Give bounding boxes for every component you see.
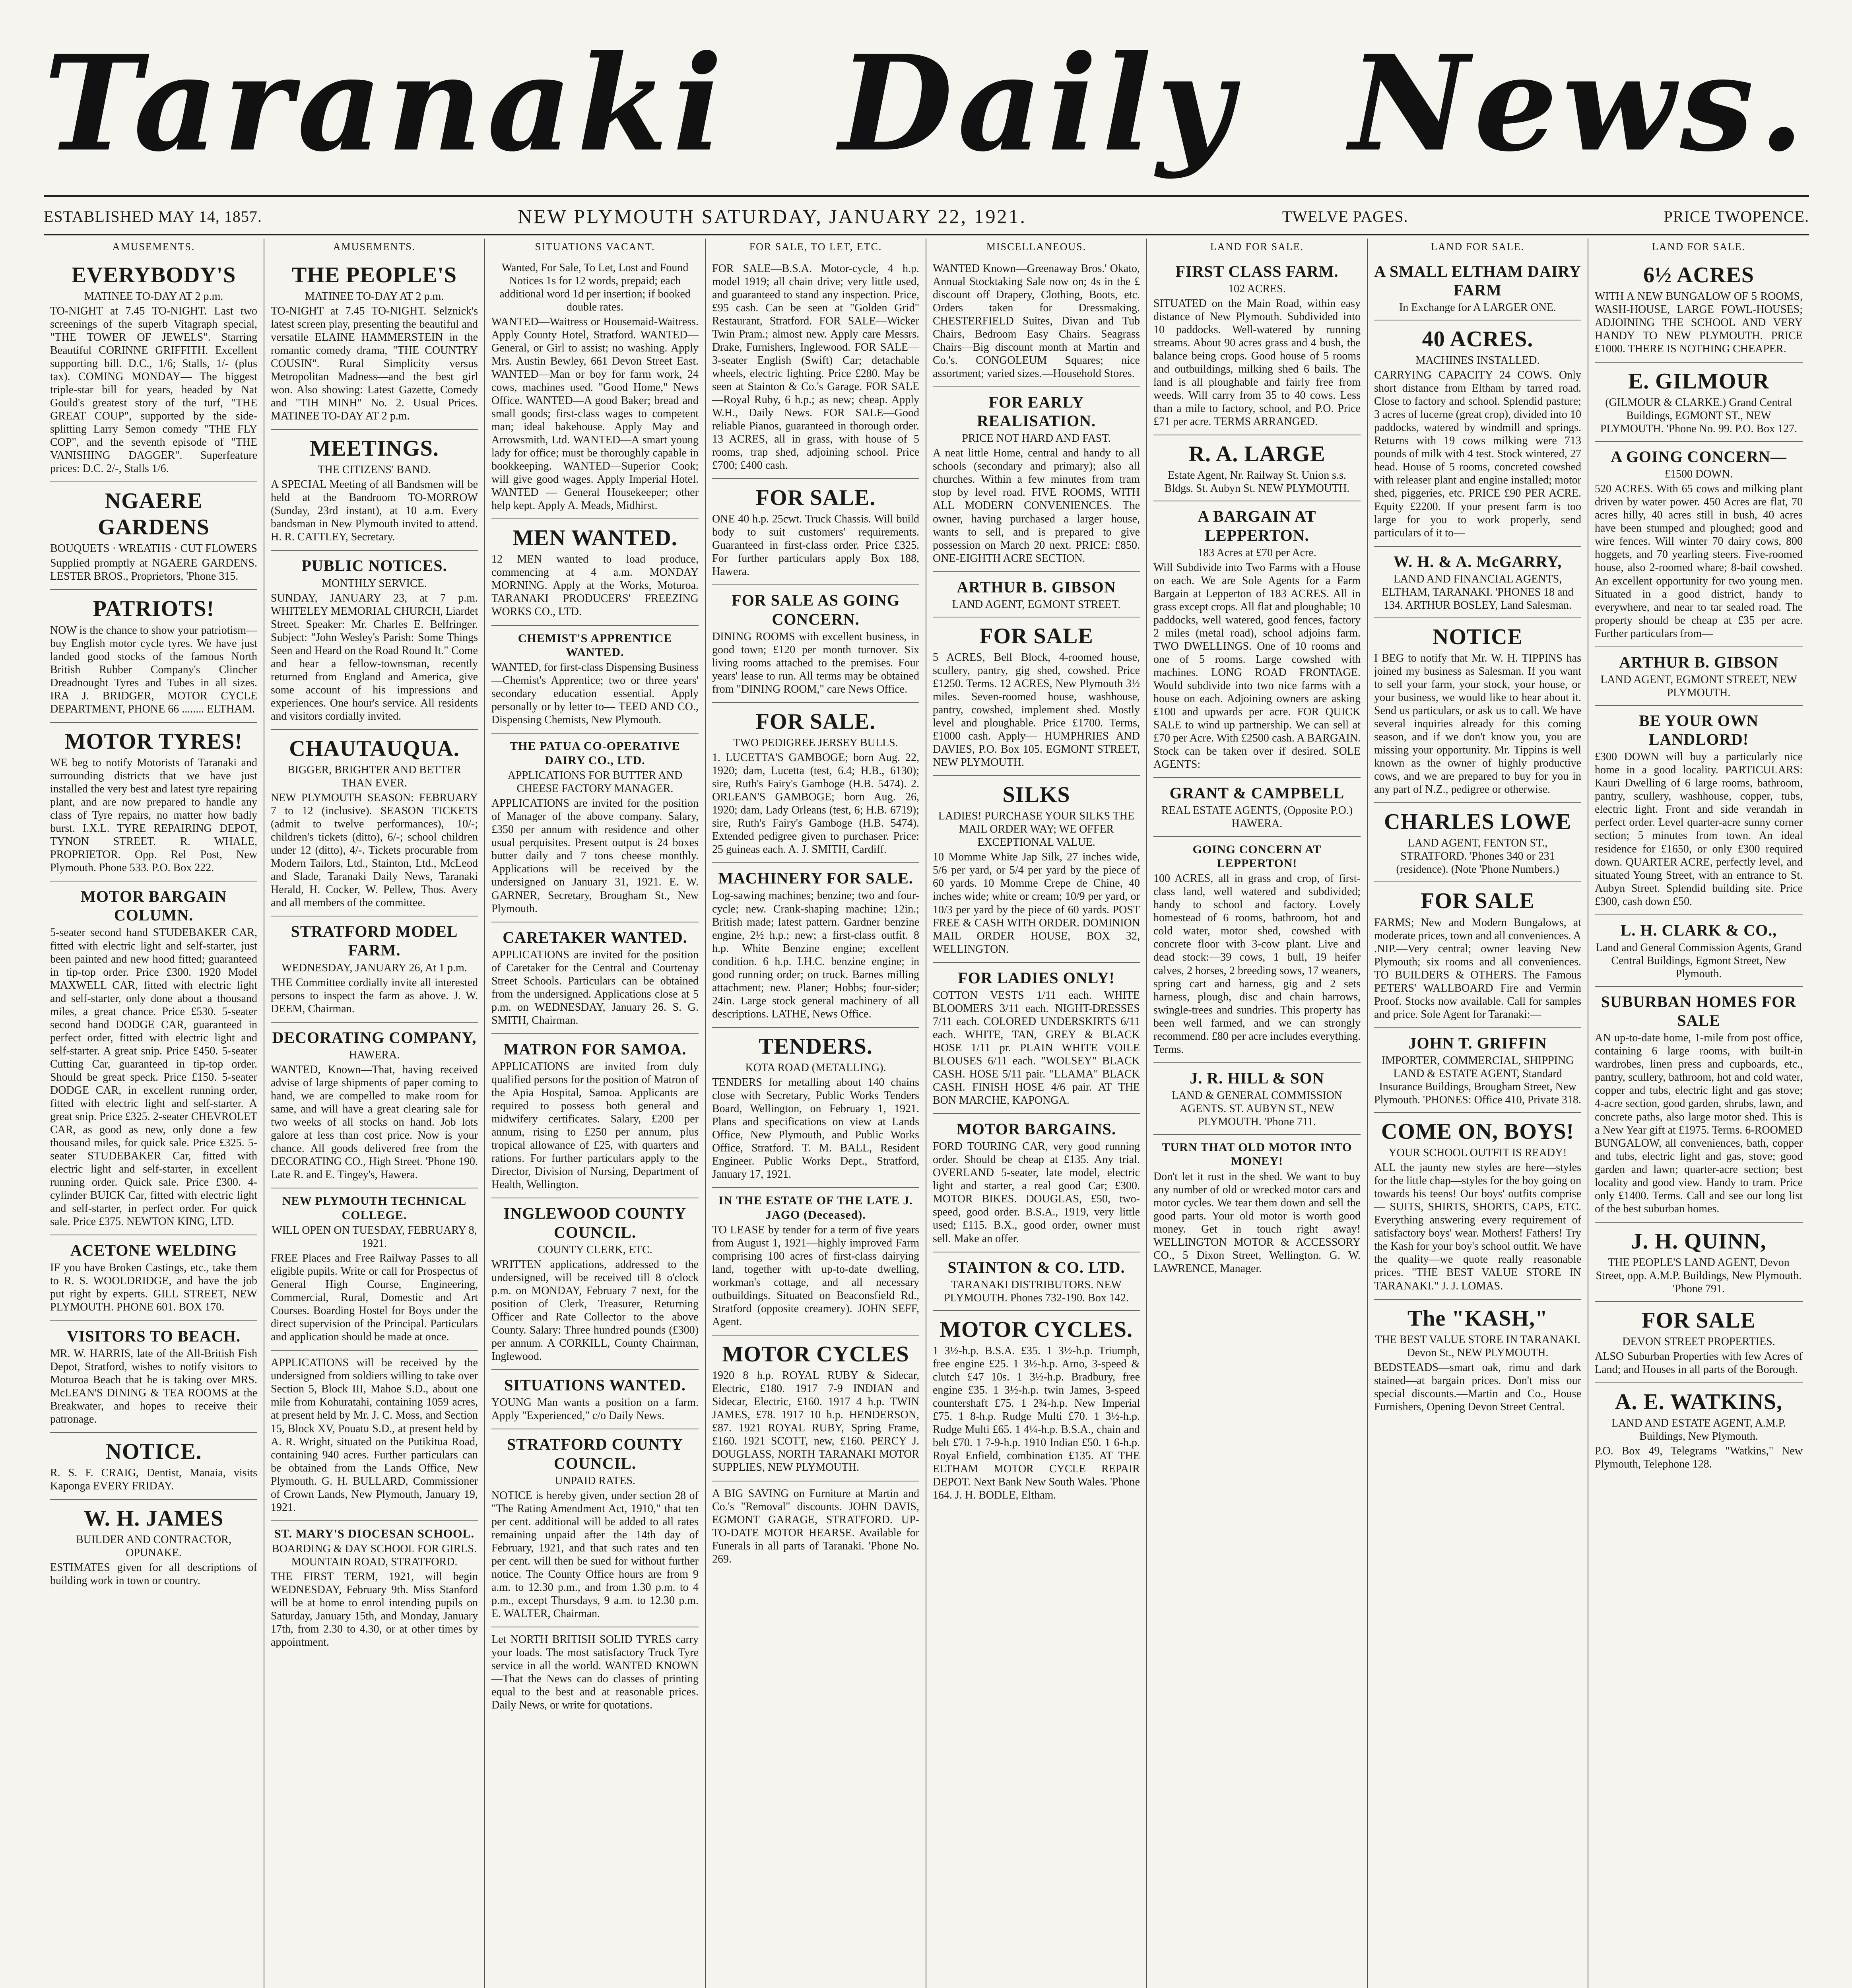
ad-subtitle: PRICE NOT HARD AND FAST. bbox=[962, 432, 1111, 445]
ad-title: GOING CONCERN AT LEPPERTON! bbox=[1192, 843, 1322, 870]
ad-subtitle: LAND & GENERAL COMMISSION AGENTS. ST. AUBYN ST., NEW PLYMOUTH. 'Phone 711. bbox=[1171, 1089, 1343, 1128]
ad-title: MATRON FOR SAMOA. bbox=[503, 1040, 687, 1058]
advertisement bbox=[712, 1028, 919, 1188]
advertisement bbox=[1595, 915, 1803, 987]
advertisement bbox=[933, 776, 1140, 963]
ad-body: FOR SALE—B.S.A. Motor-cycle, 4 h.p. model 1919; all chain drive; very little used, and guaranteed to stand any inspection. Price, £95 cash. Can be seen at "Golden Grid" Restaurant, Stratford. FOR SALE—Wicker Twin Pram.; almost new. Apply care Messrs. Drake, Furnishers, Inglewood. FOR SALE—3-seater English (Swift) Car; detachable wheels, electric lighting. Price £280. May be seen at Stainton & Co.'s Garage. FOR SALE—Royal Ruby, 6 h.p.; as new; cheap. Apply W.H., Daily News. FOR SALE—Good reliable Pianos, guaranteed in thorough order. 13 ACRES, all in grass, with house of 5 rooms, trap shed, adjoining school. Price £700; £400 cash. bbox=[712, 262, 919, 472]
ad-title: INGLEWOOD COUNTY COUNCIL. bbox=[503, 1204, 687, 1241]
column-8 bbox=[1588, 239, 1809, 1988]
ad-subtitle: Land and General Commission Agents, Grand Central Buildings, Egmont Street, New Plymouth. bbox=[1596, 941, 1802, 980]
ad-title: 40 ACRES. bbox=[1422, 327, 1534, 352]
ad-body: A neat little Home, central and handy to all schools (secondary and primary); also all churches. Within a few minutes from tram stop by level road. FIVE ROOMS, WITH ALL MODERN CONVENIENCES. The owner, having purchased a larger house, wants to sell, and is prepared to give possession on March 20 next. PRICE: £850. ONE-EIGHTH ACRE SECTION. bbox=[933, 447, 1140, 565]
ad-title: ARTHUR B. GIBSON bbox=[957, 578, 1116, 596]
ad-title: THE PEOPLE'S bbox=[292, 262, 457, 287]
ad-title: MOTOR BARGAIN COLUMN. bbox=[81, 887, 227, 924]
ad-title: FOR SALE. bbox=[755, 709, 876, 734]
advertisement bbox=[1153, 837, 1361, 1063]
advertisement bbox=[1595, 363, 1803, 442]
advertisement bbox=[491, 1627, 699, 1718]
advertisement bbox=[491, 1198, 699, 1370]
ad-body: WITH A NEW BUNGALOW OF 5 ROOMS, WASH-HOUSE, LARGE FOWL-HOUSES; ADJOINING THE SCHOOL AND VERY HANDY TO NEW PLYMOUTH. PRICE £1000. THERE IS NOTHING CHEAPER. bbox=[1595, 290, 1803, 355]
column-2 bbox=[264, 239, 485, 1988]
ad-title: EVERYBODY'S bbox=[71, 262, 236, 287]
advertisement bbox=[1595, 1383, 1803, 1477]
ad-title: MACHINERY FOR SALE. bbox=[718, 869, 913, 887]
advertisement bbox=[1595, 1302, 1803, 1383]
newspaper-page bbox=[44, 24, 1809, 1988]
ad-subtitle: LAND AGENT, EGMONT STREET, NEW PLYMOUTH. bbox=[1600, 673, 1797, 699]
column-heading: SITUATIONS VACANT. bbox=[535, 241, 655, 252]
advertisement bbox=[1595, 647, 1803, 706]
column-heading: FOR SALE, TO LET, ETC. bbox=[749, 241, 882, 252]
ad-body: Will Subdivide into Two Farms with a House on each. We are Sole Agents for a Farm Bargain at Lepperton of 183 ACRES. All in grass except crops. All flat and ploughable; 10 paddocks, well watered, good fences, factory 2 miles (metal road), school adjoins farm. TWO DWELLINGS. One of 10 rooms and one of 5 rooms. Large cowshed with machines. LONG ROAD FRONTAGE. Would subdivide into two nice farms with a house on each. Adjoining owners are asking £100 and upwards per acre. FOR QUICK SALE to wind up partnership. We can sell at £70 per Acre. With £2500 cash. A BARGAIN. Stock can be taken over if desired. SOLE AGENTS: bbox=[1153, 561, 1361, 771]
advertisement bbox=[1374, 547, 1581, 618]
ad-title: W. H. & A. McGARRY, bbox=[1393, 552, 1562, 571]
ad-body: BEDSTEADS—smart oak, rimu and dark stained—at bargain prices. Don't miss our special discounts.—Martin and Co., House Furnishers, Opening Devon Street Central. bbox=[1374, 1361, 1581, 1413]
column-5 bbox=[926, 239, 1147, 1988]
advertisement bbox=[271, 551, 478, 730]
ad-subtitle: UNPAID RATES. bbox=[555, 1474, 635, 1487]
ad-title: A GOING CONCERN— bbox=[1611, 448, 1787, 466]
ad-body: ONE 40 h.p. 25cwt. Truck Chassis. Will build body to suit customers' requirements. Guaranteed in first-class order. Price £325. For further particulars apply Box 188, Hawera. bbox=[712, 513, 919, 578]
ad-title: NGAERE GARDENS bbox=[98, 489, 210, 540]
ad-title: FOR SALE bbox=[1642, 1308, 1756, 1333]
ad-title: PUBLIC NOTICES. bbox=[301, 557, 447, 575]
ad-body: A BIG SAVING on Furniture at Martin and Co.'s "Removal" discounts. JOHN DAVIS, EGMONT GARAGE, STRATFORD. UP-TO-DATE MOTOR HEARSE. Available for Funerals in all parts of Taranaki. 'Phone No. 269. bbox=[712, 1487, 919, 1565]
ad-subtitle: COUNTY CLERK, ETC. bbox=[538, 1243, 652, 1256]
ad-body: NOTICE is hereby given, under section 28 of "The Rating Amendment Act, 1910," that ten per cent. additional will be added to all rates remaining unpaid after the 14th day of February, 1921, and that such rates and ten per cent. will then be sued for without further notice. The County Office hours are from 9 a.m. to 12.30 p.m., and from 1.30 p.m. to 4 p.m., except Thursdays, 9 a.m. to 12.30 p.m. E. WALTER, Chairman. bbox=[491, 1489, 699, 1620]
advertisement bbox=[271, 1521, 478, 1656]
ad-title: PATRIOTS! bbox=[93, 596, 215, 621]
advertisement bbox=[933, 1114, 1140, 1252]
advertisement bbox=[491, 922, 699, 1034]
ad-body: AN up-to-date home, 1-mile from post office, containing 6 large rooms, with built-in wardrobes, linen press and cupboards, etc., pantry, scullery, bathroom, hot and cold water, copper and tubs, electric light and gas stove; 4-acre section, good garden, shrubs, lawn, and concrete paths, also large motor shed. This is a New Year gift at £1975. Terms. 6-ROOMED BUNGALOW, all conveniences, bath, copper and tubs, electric light and gas, stove; good garden and lawn; quarter-acre section; best locality and good view. Handy to tram. Price only £1400. Terms. Call and see our long list of the best suburban homes. bbox=[1595, 1032, 1803, 1215]
advertisement bbox=[271, 730, 478, 916]
advertisement bbox=[50, 1433, 257, 1500]
ad-body: 12 MEN wanted to load produce, commencing at 4 a.m. MONDAY MORNING. Apply at the Works, Moturoa. TARANAKI PRODUCERS' FREEZING WORKS CO., LTD. bbox=[491, 553, 699, 618]
ad-title: FOR SALE AS GOING CONCERN. bbox=[732, 591, 900, 628]
ad-subtitle: In Exchange for A LARGER ONE. bbox=[1399, 301, 1557, 314]
ad-body: ESTIMATES given for all descriptions of building work in town or country. bbox=[50, 1561, 257, 1587]
advertisement bbox=[271, 256, 478, 430]
ad-body: FARMS; New and Modern Bungalows, at moderate prices, town and all conveniences. A .NIP.—Very central; owner leaving New Plymouth; six rooms and all conveniences. TO BUILDERS & OTHERS. The Famous PETERS' WALLBOARD Fire and Vermin Proof. Stocks now available. Call for samples and price. Sole Agent for Taranaki:— bbox=[1374, 916, 1581, 1021]
advertisement bbox=[271, 1351, 478, 1521]
ad-title: CHEMIST'S APPRENTICE WANTED. bbox=[518, 631, 672, 659]
advertisement bbox=[933, 1252, 1140, 1311]
advertisement bbox=[933, 572, 1140, 617]
advertisement bbox=[712, 863, 919, 1028]
advertisement bbox=[50, 1235, 257, 1321]
ad-body: TO-NIGHT at 7.45 TO-NIGHT. Last two screenings of the superb Vitagraph special, "THE TOWER OF JEWELS". Starring Beautiful CORINNE GRIFFITH. Excellent supporting bill. D.C., 1/6; Stalls, 1/- (plus tax). COMING MONDAY— The biggest triple-star bill for years, headed by Nat Gould's greatest story of the turf, "THE GREAT COUP", supported by the side-splitting Larry Semon comedy "THE FLY COP", and the seventh episode of "THE VANISHING DAGGER". Superfeature prices: D.C. 2/-, Stalls 1/6. bbox=[50, 305, 257, 475]
advertisement bbox=[1153, 1063, 1361, 1135]
ad-body: IF you have Broken Castings, etc., take them to R. S. WOOLDRIDGE, and have the job put right by experts. GILL STREET, NEW PLYMOUTH. PHONE 601. BOX 170. bbox=[50, 1262, 257, 1314]
ad-title: J. R. HILL & SON bbox=[1190, 1069, 1324, 1087]
ad-title: ARTHUR B. GIBSON bbox=[1619, 653, 1778, 671]
advertisement bbox=[1153, 435, 1361, 501]
cover-price: PRICE TWOPENCE. bbox=[1664, 207, 1809, 225]
ad-title: ACETONE WELDING bbox=[70, 1241, 237, 1260]
advertisement bbox=[50, 482, 257, 590]
ad-title: MOTOR CYCLES bbox=[722, 1342, 909, 1367]
column-heading: LAND FOR SALE. bbox=[1210, 241, 1304, 252]
column-7 bbox=[1368, 239, 1588, 1988]
ad-title: IN THE ESTATE OF THE LATE J. JAGO (Deceased). bbox=[718, 1194, 913, 1221]
info-bar-rule bbox=[44, 234, 1809, 235]
ad-title: NEW PLYMOUTH TECHNICAL COLLEGE. bbox=[282, 1194, 467, 1222]
ad-title: FIRST CLASS FARM. bbox=[1175, 262, 1339, 280]
ad-title: STAINTON & CO. LTD. bbox=[947, 1258, 1125, 1276]
ad-title: MOTOR TYRES! bbox=[64, 729, 243, 754]
advertisement bbox=[491, 1034, 699, 1199]
ad-title: CHARLES LOWE bbox=[1384, 810, 1571, 835]
ad-title: ST. MARY'S DIOCESAN SCHOOL. bbox=[274, 1527, 474, 1540]
ad-subtitle: 102 ACRES. bbox=[1228, 282, 1286, 295]
masthead-word-2: Daily bbox=[839, 26, 1238, 181]
ad-body: MR. W. HARRIS, late of the All-British Fish Depot, Stratford, wishes to notify visitors to Moturoa Beach that he is taking over MRS. McLEAN'S DINING & TEA ROOMS at the Breakwater, and hopes to receive their patronage. bbox=[50, 1347, 257, 1425]
advertisement bbox=[712, 703, 919, 863]
ad-body: WANTED, for first-class Dispensing Business—Chemist's Apprentice; two or three years' secondary education essential. Apply personally or by letter to— TEED AND CO., Dispensing Chemists, New Plymouth. bbox=[491, 661, 699, 726]
ad-subtitle: LAND AND FINANCIAL AGENTS, ELTHAM, TARANAKI. 'PHONES 18 and 134. ARTHUR BOSLEY, Land Salesman. bbox=[1382, 573, 1574, 612]
ad-title: A. E. WATKINS, bbox=[1615, 1390, 1783, 1415]
ad-title: SILKS bbox=[1002, 782, 1070, 808]
advertisement bbox=[271, 1188, 478, 1351]
advertisement bbox=[491, 1370, 699, 1429]
ad-body: CARRYING CAPACITY 24 COWS. Only short distance from Eltham by tarred road. Close to factory and school. Splendid pasture; 3 acres of lucerne (great crop), divided into 10 paddocks, watered by windmill and springs. Returns with 19 cows milking were 713 pounds of milk with 4 test. Stock wintered, 27 head. House of 5 rooms, concreted cowshed with releaser plant and engine installed; motor shed, piggeries, etc. PRICE £90 PER ACRE. Equity £2200. If your present farm is too large for you to work properly, send particulars of it to— bbox=[1374, 369, 1581, 539]
ad-title: MEN WANTED. bbox=[513, 526, 678, 551]
advertisement bbox=[1595, 1223, 1803, 1302]
ad-title: FOR LADIES ONLY! bbox=[958, 969, 1115, 987]
advertisement bbox=[1374, 1028, 1581, 1113]
established-line: ESTABLISHED MAY 14, 1857. bbox=[44, 207, 262, 225]
ad-body: £300 DOWN will buy a particularly nice home in a good locality. PARTICULARS: Kauri Dwelling of 6 large rooms, bathroom, pantry, scullery, washhouse, copper, tubs, electric light. Front and side verandah in perfect order. Level quarter-acre sunny corner section; 5 minutes from town. An ideal residence for £1650, or only £300 required down. QUARTER ACRE, perfectly level, and situated Young Street, with an entrance to St. Aubyn Street. Splendid building site. Price £300, cash down £50. bbox=[1595, 751, 1803, 908]
ad-title: NOTICE. bbox=[105, 1439, 202, 1464]
ad-title: STRATFORD MODEL FARM. bbox=[291, 922, 458, 959]
ad-title: A SMALL ELTHAM DAIRY FARM bbox=[1374, 262, 1581, 299]
ad-body: WANTED—Waitress or Housemaid-Waitress. Apply County Hotel, Stratford. WANTED—General, or Girl to assist; no washing. Apply Mrs. Austin Bewley, 661 Devon Street East. WANTED—Man or boy for farm work, 24 cows, machines used. "Good Home," News Office. WANTED—A good Baker; bread and small goods; first-class wages to competent man; ideal bakehouse. Apply May and Arrowsmith, Ltd. WANTED—A smart young lady for office; must be thoroughly capable in bookkeeping. WANTED—Superior Cook; will give good wages. Apply Imperial Hotel. WANTED — General Housekeeper; other help kept. Apply A. Meads, Midhirst. bbox=[491, 315, 699, 512]
advertisement bbox=[1153, 1135, 1361, 1281]
advertisement bbox=[50, 256, 257, 483]
advertisement bbox=[1374, 618, 1581, 803]
ad-title: MEETINGS. bbox=[310, 436, 439, 461]
ad-subtitle: BOUQUETS · WREATHS · CUT FLOWERS bbox=[50, 542, 257, 555]
column-heading: AMUSEMENTS. bbox=[333, 241, 416, 252]
ad-body: 100 ACRES, all in grass and crop, of first-class land, well watered and subdivided; handy to school and factory. Lovely homestead of 6 rooms, bathroom, hot and cold water, motor shed, cowshed with concrete floor with 3-cow plant. Live and dead stock:—39 cows, 1 bull, 19 heifer calves, 2 horses, 2 breeding sows, 17 weaners, spring cart and harness, gig and 2 sets harness, plough, disc and chain harrows, swingle-trees and sundries. This property has been well farmed, and we can strongly recommend. £80 per acre includes everything. Terms. bbox=[1153, 872, 1361, 1056]
ad-subtitle: WILL OPEN ON TUESDAY, FEBRUARY 8, 1921. bbox=[272, 1224, 477, 1250]
ad-title: TURN THAT OLD MOTOR INTO MONEY! bbox=[1162, 1141, 1352, 1168]
ad-subtitle: REAL ESTATE AGENTS, (Opposite P.O.) HAWERA. bbox=[1161, 804, 1353, 830]
advertisement bbox=[491, 626, 699, 734]
advertisement bbox=[1374, 1300, 1581, 1420]
ad-body: WRITTEN applications, addressed to the undersigned, will be received till 8 o'clock p.m. on MONDAY, February 7 next, for the position of Clerk, Treasurer, Returning Officer and Rate Collector to the above County. Salary: Three hundred pounds (£300) per annum. A CORKILL, County Chairman, Inglewood. bbox=[491, 1258, 699, 1363]
ad-body: 1920 8 h.p. ROYAL RUBY & Sidecar, Electric, £180. 1917 7-9 INDIAN and Sidecar, Electric, £160. 1917 4 h.p. TWIN JAMES, £78. 1917 10 h.p. HENDERSON, £87. 1921 ROYAL RUBY, Spring Frame, £160. 1921 SCOTT, new, £160. PERCY J. DOUGLASS, NORTH TARANAKI MOTOR SUPPLIES, NEW PLYMOUTH. bbox=[712, 1369, 919, 1474]
ad-body: TENDERS for metalling about 140 chains close with Secretary, Public Works Tenders Board, Wellington, on February 1, 1921. Plans and specifications on view at Lands Office, New Plymouth, and Public Works Office, Stratford. T. M. BALL, Resident Engineer. Public Works Dept., Stratford, January 17, 1921. bbox=[712, 1076, 919, 1181]
column-heading: LAND FOR SALE. bbox=[1431, 241, 1525, 252]
masthead-word-3: News. bbox=[1349, 26, 1809, 181]
ad-body: P.O. Box 49, Telegrams "Watkins," New Plymouth, Telephone 128. bbox=[1595, 1445, 1803, 1471]
column-6 bbox=[1147, 239, 1368, 1988]
masthead bbox=[44, 24, 1809, 183]
column-3 bbox=[485, 239, 706, 1988]
advertisement bbox=[271, 916, 478, 1023]
advertisement bbox=[491, 1429, 699, 1627]
advertisement bbox=[1595, 256, 1803, 363]
column-1 bbox=[44, 239, 264, 1988]
ad-body: ALL the jaunty new styles are here—styles for the little chap—styles for the boy going on towards his teens! Our boys' outfits comprise— SUITS, SHIRTS, SHORTS, CAPS, ETC. Everything answering every requirement of satisfactory boys' wear. Mothers! Fathers! Try the Kash for your boy's school outfit. We have the quality—we quote really reasonable prices. "THE BEST VALUE STORE IN TARANAKI." J. J. LOMAS. bbox=[1374, 1161, 1581, 1292]
ad-title: R. A. LARGE bbox=[1188, 442, 1326, 467]
advertisement bbox=[1595, 706, 1803, 915]
ad-title: SUBURBAN HOMES FOR SALE bbox=[1601, 992, 1797, 1030]
info-bar bbox=[44, 201, 1809, 231]
ad-body: APPLICATIONS are invited for the position of Caretaker for the Central and Courtenay Street Schools. Particulars can be obtained from the undersigned. Applications close at 5 p.m. on WEDNESDAY, January 26. S. G. SMITH, Chairman. bbox=[491, 948, 699, 1027]
ad-title: GRANT & CAMPBELL bbox=[1169, 784, 1345, 802]
ad-subtitle: HAWERA. bbox=[349, 1048, 400, 1061]
advertisement bbox=[1153, 778, 1361, 837]
ad-body: 10 Momme White Jap Silk, 27 inches wide, 5/6 per yard, or 5/4 per yard by the piece of 60 yards. 10 Momme Crepe de Chine, 40 inches wide; white or cream; 10/9 per yard, or 10/3 per yard by the piece of 60 yards. POST FREE & CASH WITH ORDER. DOMINION MAIL ORDER HOUSE, BOX 32, WELLINGTON. bbox=[933, 851, 1140, 955]
ad-title: STRATFORD COUNTY COUNCIL. bbox=[507, 1435, 683, 1472]
ad-subtitle: THE PEOPLE'S LAND AGENT, Devon Street, opp. A.M.P. Buildings, New Plymouth. 'Phone 791. bbox=[1596, 1256, 1802, 1295]
ad-title: The "KASH," bbox=[1407, 1306, 1548, 1331]
ad-subtitle: LAND AGENT, EGMONT STREET. bbox=[952, 598, 1121, 611]
advertisement bbox=[1153, 256, 1361, 436]
ad-subtitle: MONTHLY SERVICE. bbox=[322, 577, 427, 590]
ad-subtitle: LAND AGENT, FENTON ST., STRATFORD. 'Phones 340 or 231 (residence). (Note 'Phone Numbers.) bbox=[1396, 837, 1559, 876]
ad-title: SITUATIONS WANTED. bbox=[504, 1376, 686, 1394]
ad-subtitle: 183 Acres at £70 per Acre. bbox=[1198, 546, 1316, 559]
advertisement bbox=[50, 1500, 257, 1594]
ad-body: THE Committee cordially invite all interested persons to inspect the farm as above. J. W. DEEM, Chairman. bbox=[271, 976, 478, 1015]
columns-container bbox=[44, 239, 1809, 1988]
ad-subtitle: Estate Agent, Nr. Railway St. Union s.s. Bldgs. St. Aubyn St. NEW PLYMOUTH. bbox=[1164, 469, 1350, 495]
ad-title: J. H. QUINN, bbox=[1631, 1229, 1767, 1254]
advertisement bbox=[491, 734, 699, 922]
ad-body: YOUNG Man wants a position on a farm. Apply "Experienced," c/o Daily News. bbox=[491, 1396, 699, 1422]
ad-body: 1 3½-h.p. B.S.A. £35. 1 3½-h.p. Triumph, free engine £25. 1 3½-h.p. Arno, 3-speed & clutch £47 10s. 1 3½-h.p. Bradbury, free engine £35. 1 3½-h.p. twin James, 3-speed countershaft £75. 1 2¾-h.p. New Imperial £75. 1 8-h.p. Rudge Multi £70. 1 3½-h.p. Rudge Multi £65. 1 4¼-h.p. B.S.A., chain and belt £70. 1 7-9-h.p. 1910 Indian £50. 1 6-h.p. Royal Enfield, combination £135. AT THE ELTHAM MOTOR CYCLE REPAIR DEPOT. Next Bank New South Wales. 'Phone 164. J. H. BODLE, Eltham. bbox=[933, 1344, 1140, 1502]
ad-subtitle: KOTA ROAD (METALLING). bbox=[745, 1061, 886, 1074]
ad-body: SITUATED on the Main Road, within easy distance of New Plymouth. Subdivided into 10 paddocks. Well-watered by running streams. About 90 acres grass and 4 bush, the balance being crops. Good house of 5 rooms and outbuildings, milking shed 6 bails. The land is all ploughable and fairly free from weeds. Will carry from 35 to 40 cows. Less than a mile to factory, school, and P.O. Price £71 per acre. TERMS ARRANGED. bbox=[1153, 297, 1361, 428]
ad-subtitle: BOARDING & DAY SCHOOL FOR GIRLS. MOUNTAIN ROAD, STRATFORD. bbox=[272, 1543, 477, 1569]
ad-body: FREE Places and Free Railway Passes to all eligible pupils. Write or call for Prospectus of General High Course, Engineering, Commercial, Rural, Domestic and Art Courses. Boarding Hostel for Boys under the direct supervision of the Principal. Particulars and application should be made at once. bbox=[271, 1252, 478, 1343]
advertisement bbox=[712, 1188, 919, 1336]
advertisement bbox=[933, 1311, 1140, 1508]
ad-body: THE FIRST TERM, 1921, will begin WEDNESDAY, February 9th. Miss Stanford will be at home to enrol intending pupils on Saturday, January 15th, and Monday, January 17th, from 2.30 to 4.30, or at other times by appointment. bbox=[271, 1571, 478, 1649]
column-heading: AMUSEMENTS. bbox=[112, 241, 195, 252]
ad-subtitle: DEVON STREET PROPERTIES. bbox=[1622, 1336, 1775, 1348]
ad-body: WANTED Known—Greenaway Bros.' Okato, Annual Stocktaking Sale now on; 4s in the £ discount off Drapery, Clothing, Boots, etc. Orders taken for Dressmaking. CHESTERFIELD Suites, Divan and Tub Chairs, Bedroom Easy Chairs. Seagrass Chairs—Big discount month at Martin and Co.'s. CONGOLEUM Squares; nice assortment; varied sizes.—Household Stores. bbox=[933, 262, 1140, 380]
ad-body: 1. LUCETTA'S GAMBOGE; born Aug. 22, 1920; dam, Lucetta (test, 6.4; H.B., 6130); sire, Ruth's Fairy's Gamboge (H.B. 5474). 2. ORLEAN'S GAMBOGE; born Aug. 26, 1920; dam, Lady Orleans (test, 6; H.B. 6719); sire, Ruth's Fairy's Gamboge (H.B. 5474). Extended pedigree given to purchaser. Price: 25 guineas each. A. J. SMITH, Cardiff. bbox=[712, 751, 919, 856]
advertisement bbox=[491, 256, 699, 520]
advertisement bbox=[712, 1481, 919, 1572]
ad-subtitle: THE BEST VALUE STORE IN TARANAKI. Devon St., NEW PLYMOUTH. bbox=[1375, 1333, 1580, 1359]
ad-body: A SPECIAL Meeting of all Bandsmen will be held at the Bandroom TO-MORROW (Sunday, 23rd instant), at 10 a.m. Every bandsman in New Plymouth invited to attend. H. R. CATTLEY, Secretary. bbox=[271, 478, 478, 544]
ad-subtitle: BUILDER AND CONTRACTOR, OPUNAKE. bbox=[76, 1534, 231, 1559]
advertisement bbox=[933, 387, 1140, 572]
ad-title: FOR EARLY REALISATION. bbox=[976, 393, 1096, 430]
ad-body: 5-seater second hand STUDEBAKER CAR, fitted with electric light and self-starter, just been painted and new hood fitted; guaranteed in tip-top order. Price £300. 1920 Model MAXWELL CAR, fitted with electric light and self-starter, only done about a thousand miles, a great chance. Price £530. 5-seater second hand DODGE CAR, guaranteed in perfect order, fitted with electric light and self-starter. A great snip. Price £450. 5-seater Cutting Car, guaranteed in tip-top order. Should be great speck. Price £150. 5-seater DODGE CAR, in excellent running order, fitted with electric light and self-starter. A great snip. Price £325. 2-seater CHEVROLET CAR, as good as new, only done a few thousand miles, for quick sale. Price £325. 5-seater STUDEBAKER Car, fitted with electric light and self-starter, in excellent running order. Quick sale. Price £300. 4-cylinder BUICK Car, fitted with electric light and self-starter, in perfect order. For quick sale. Price £375. NEWTON KING, LTD. bbox=[50, 926, 257, 1228]
ad-body: I BEG to notify that Mr. W. H. TIPPINS has joined my business as Salesman. If you want to sell your farm, your stock, your house, or your business, we would like to hear about it. Send us particulars, or ask us to call. We have several inquiries already for this coming season, and if we don't know you, you are missing your opportunity. Mr. Tippins is well known as the owner of highly productive cows, and we are prepared to buy for you in any part of N.Z., pedigree or otherwise. bbox=[1374, 652, 1581, 796]
ad-title: THE PATUA CO-OPERATIVE DAIRY CO., LTD. bbox=[510, 740, 680, 767]
ad-title: MOTOR CYCLES. bbox=[940, 1317, 1133, 1342]
advertisement bbox=[1595, 987, 1803, 1223]
ad-title: DECORATING COMPANY, bbox=[272, 1028, 477, 1046]
ad-body: Don't let it rust in the shed. We want to buy any number of old or wrecked motor cars and motor cycles. We tear them down and sell the good parts. Your old motor is worth good money. Get in touch right away! WELLINGTON MOTOR & ACCESSORY CO., 5 Dixon Street, Wellington. G. W. LAWRENCE, Manager. bbox=[1153, 1170, 1361, 1275]
ad-title: COME ON, BOYS! bbox=[1381, 1119, 1574, 1144]
ad-body: FORD TOURING CAR, very good running order. Should be cheap at £135. Any trial. OVERLAND 5-seater, late model, electric light and starter, a real good Car; £300. MOTOR BIKES. DOUGLAS, £50, two-speed, good order. B.S.A., 1919, very little used; £115. B.X., good order, owner must sell. Make an offer. bbox=[933, 1140, 1140, 1245]
ad-title: VISITORS TO BEACH. bbox=[66, 1327, 241, 1345]
ad-body: WE beg to notify Motorists of Taranaki and surrounding districts that we have just installed the very best and latest tyre repairing plant, and are now prepared to handle any class of Tyre repairs, no matter how badly burst. I.X.L. TYRE REPAIRING DEPOT, TYNON STREET. R. WHALE, PROPRIETOR. Opp. Rel Post, New Plymouth. Phone 533. P.O. Box 222. bbox=[50, 756, 257, 874]
ad-body: APPLICATIONS are invited from duly qualified persons for the position of Matron of the Apia Hospital, Samoa. Applicants are required to possess both general and midwifery certificates. Salary, £200 per annum, rising to £250 per annum, plus tropical allowance of £25, with quarters and rations. For further particulars apply to the Director, Division of Nursing, Department of Health, Wellington. bbox=[491, 1060, 699, 1191]
ad-title: W. H. JAMES bbox=[83, 1506, 224, 1531]
ad-subtitle: TARANAKI DISTRIBUTORS. NEW PLYMOUTH. Phones 732-190. Box 142. bbox=[944, 1278, 1129, 1304]
ad-body: SUNDAY, JANUARY 23, at 7 p.m. WHITELEY MEMORIAL CHURCH, Liardet Street. Speaker: Mr. Charles E. Belfringer. Subject: "John Wesley's Parish: Some Things Seen and Heard on the Road Round It." Come and hear a fellow-townsman, recently returned from England and America, give some account of his impressions and experiences. One hour's service. All residents and visitors cordially invited. bbox=[271, 592, 478, 722]
ad-subtitle: MATINEE TO-DAY AT 2 p.m. bbox=[84, 290, 223, 303]
ad-subtitle: £1500 DOWN. bbox=[1664, 468, 1733, 481]
ad-body: Let NORTH BRITISH SOLID TYRES carry your loads. The most satisfactory Truck Tyre service in all the world. WANTED KNOWN—That the News can do classes of printing equal to the best and at reasonable prices. Daily News, or write for quotations. bbox=[491, 1633, 699, 1712]
advertisement bbox=[712, 1336, 919, 1481]
page-count: TWELVE PAGES. bbox=[1282, 207, 1408, 225]
ad-body: WANTED, Known—That, having received advise of large shipments of paper coming to hand, we are compelled to make room for same, and will have a great clearing sale for two weeks of all stocks on hand. Job lots galore at less than cost price. Now is your chance. All goods delivered free from the DECORATING CO., High Street. 'Phone 190. Late R. and E. Tingey's, Hawera. bbox=[271, 1064, 478, 1181]
ad-title: FOR SALE bbox=[1421, 889, 1535, 914]
advertisement bbox=[712, 256, 919, 480]
ad-body: APPLICATIONS will be received by the undersigned from soldiers willing to take over Section 5, Block III, Mahoe S.D., about one mile from Kohuratahi, containing 1059 acres, at present held by Mr. J. C. Moss, and Section 15, Block XV, Pouatu S.D., at present held by A. R. Wright, situated on the Putikitua Road, containing 940 acres. Further particulars can be obtained from the Lands Office, New Plymouth. G. H. BULLARD, Commissioner of Crown Lands, New Plymouth, January 19, 1921. bbox=[271, 1357, 478, 1514]
ad-title: 6½ ACRES bbox=[1643, 262, 1754, 287]
ad-title: JOHN T. GRIFFIN bbox=[1408, 1034, 1547, 1052]
ad-title: E. GILMOUR bbox=[1628, 369, 1770, 394]
ad-title: CARETAKER WANTED. bbox=[503, 928, 687, 946]
advertisement bbox=[50, 590, 257, 722]
ad-subtitle: LADIES! PURCHASE YOUR SILKS THE MAIL ORDER WAY; WE OFFER EXCEPTIONAL VALUE. bbox=[938, 810, 1135, 849]
advertisement bbox=[1595, 442, 1803, 647]
masthead-rule bbox=[44, 195, 1809, 197]
ad-title: MOTOR BARGAINS. bbox=[957, 1120, 1116, 1138]
advertisement bbox=[712, 479, 919, 585]
ad-body: R. S. F. CRAIG, Dentist, Manaia, visits Kaponga EVERY FRIDAY. bbox=[50, 1466, 257, 1492]
ad-body: COTTON VESTS 1/11 each. WHITE BLOOMERS 3/11 each. NIGHT-DRESSES 7/11 each. COLORED UNDERSKIRTS 6/11 each. WHITE, TAN, GREY & BLACK HOSE 1/11 pr. PLAIN WHITE VOILE BLOUSES 6/11 each. "WOLSEY" BLACK CASH. HOSE 5/11 pair. "LLAMA" BLACK CASH. FINISH HOSE 4/6 pair. AT THE BON MARCHE, KAPONGA. bbox=[933, 989, 1140, 1107]
ad-subtitle: IMPORTER, COMMERCIAL, SHIPPING LAND & ESTATE AGENT, Standard Insurance Buildings, Brougham Street, New Plymouth. 'PHONES: Office 410, Private 318. bbox=[1374, 1054, 1581, 1107]
ad-body: TO-NIGHT at 7.45 TO-NIGHT. Selznick's latest screen play, presenting the beautiful and versatile ELAINE HAMMERSTEIN in the romantic comedy drama, "THE COUNTRY COUSIN". Rural Simplicity versus Metropolitan Madness—and the best girl won. Also showing: Latest Gazette, Comedy and "TIH MINH" No. 2. Usual Prices. MATINEE TO-DAY AT 2 p.m. bbox=[271, 305, 478, 423]
advertisement bbox=[933, 256, 1140, 387]
ad-subtitle: THE CITIZENS' BAND. bbox=[318, 464, 431, 476]
ad-title: CHAUTAUQUA. bbox=[289, 736, 460, 761]
column-heading: LAND FOR SALE. bbox=[1652, 241, 1746, 252]
ad-title: A BARGAIN AT LEPPERTON. bbox=[1198, 507, 1316, 544]
advertisement bbox=[271, 430, 478, 551]
ad-subtitle: APPLICATIONS FOR BUTTER AND CHEESE FACTORY MANAGER. bbox=[507, 769, 683, 795]
ad-title: L. H. CLARK & CO., bbox=[1620, 921, 1777, 939]
ad-title: BE YOUR OWN LANDLORD! bbox=[1639, 711, 1759, 749]
ad-body: APPLICATIONS are invited for the position of Manager of the above company. Salary, £350 per annum with residence and other usual perquisites. Present output is 24 boxes butter daily and 7 tons cheese monthly. Applications will be received by the undersigned on January 31, 1921. E. W. GARNER, Secretary, Brougham St., New Plymouth. bbox=[491, 797, 699, 915]
ad-subtitle: WEDNESDAY, JANUARY 26, At 1 p.m. bbox=[281, 961, 467, 974]
ad-subtitle: MATINEE TO-DAY AT 2 p.m. bbox=[305, 290, 444, 303]
ad-body: TO LEASE by tender for a term of five years from August 1, 1921—highly improved Farm comprising 100 acres of first-class dairying land, together with up-to-date dwelling, workman's cottage, and all necessary outbuildings. Situated on Beaconsfield Rd., Stratford (opposite creamery). JOHN SEFF, Agent. bbox=[712, 1223, 919, 1328]
ad-subtitle: MACHINES INSTALLED. bbox=[1415, 354, 1540, 367]
ad-subtitle: (GILMOUR & CLARKE.) Grand Central Buildings, EGMONT ST., NEW PLYMOUTH. 'Phone No. 99. P.O. Box 127. bbox=[1600, 396, 1798, 435]
advertisement bbox=[1374, 882, 1581, 1028]
ad-subtitle: Wanted, For Sale, To Let, Lost and Found Notices 1s for 12 words, prepaid; each additional word 1d per insertion; if booked double rates. bbox=[499, 261, 691, 313]
ad-subtitle: LAND AND ESTATE AGENT, A.M.P. Buildings, New Plymouth. bbox=[1611, 1417, 1786, 1443]
advertisement bbox=[1374, 803, 1581, 882]
ad-title: FOR SALE bbox=[979, 623, 1093, 648]
ad-body: DINING ROOMS with excellent business, in good town; £120 per month turnover. Six living rooms attached to the premises. Four years' lease to run. All terms may be obtained from "DINING ROOM," care News Office. bbox=[712, 630, 919, 695]
column-heading: MISCELLANEOUS. bbox=[986, 241, 1087, 252]
ad-body: Log-sawing machines; benzine; two and four-cycle; new. Crank-shaping machine; 12in.; British made; latest pattern. Gardner benzine engine, 2½ h.p.; new; a first-class outfit. 8 h.p. White Benzine engine; excellent condition. 6 h.p. I.H.C. benzine engine; in good running order; on truck. Barnes milling attachment; new. Planer; Hobbs; four-sider; 24in. Large stock general machinery of all descriptions. LATHE, News Office. bbox=[712, 889, 919, 1020]
advertisement bbox=[50, 723, 257, 881]
dateline: NEW PLYMOUTH SATURDAY, JANUARY 22, 1921. bbox=[517, 205, 1027, 227]
ad-body: 5 ACRES, Bell Block, 4-roomed house, scullery, pantry, gig shed, cowshed. Price £1250. Terms. 12 ACRES, New Plymouth 3½ miles. Seven-roomed house, washhouse, pantry, cowshed, implement shed. Mostly level and ploughable. Price £1700. Terms, £1000 cash. Apply— HUMPHRIES AND DAVIES, P.O. Box 105. EGMONT STREET, NEW PLYMOUTH. bbox=[933, 651, 1140, 769]
ad-body: ALSO Suburban Properties with few Acres of Land; and Houses in all parts of the Borough. bbox=[1595, 1350, 1803, 1376]
ad-title: NOTICE bbox=[1433, 624, 1523, 649]
ad-title: TENDERS. bbox=[759, 1034, 873, 1059]
ad-subtitle: BIGGER, BRIGHTER AND BETTER THAN EVER. bbox=[287, 763, 462, 789]
advertisement bbox=[491, 519, 699, 625]
ad-body: NOW is the chance to show your patriotism—buy English motor cycle tyres. We have just landed good stocks of the famous North British Rubber Company's Clincher Dreadnought Tyres and Tubes in all sizes. IRA J. BRIDGER, MOTOR CYCLE DEPARTMENT, PHONE 66 ........ ELTHAM. bbox=[50, 624, 257, 715]
column-4 bbox=[706, 239, 926, 1988]
ad-title: FOR SALE. bbox=[755, 485, 876, 511]
advertisement bbox=[1374, 256, 1581, 320]
advertisement bbox=[712, 585, 919, 703]
masthead-word-1: Taranaki bbox=[44, 26, 728, 181]
ad-body: Supplied promptly at NGAERE GARDENS. LESTER BROS., Proprietors, 'Phone 315. bbox=[50, 557, 257, 583]
advertisement bbox=[50, 881, 257, 1235]
advertisement bbox=[271, 1023, 478, 1189]
advertisement bbox=[50, 1321, 257, 1433]
ad-body: NEW PLYMOUTH SEASON: FEBRUARY 7 to 12 (inclusive). SEASON TICKETS (admit to twelve performances), 10/-; children's tickets (ditto), 6/-; school children under 12 (ditto), 4/-. Tickets procurable from Modern Tailors, Ltd., Stainton, Ltd., McLeod and Slade, Taranaki Daily News, Taranaki Herald, H. Cocker, W. Pellew, Thos. Avery and all members of the committee. bbox=[271, 792, 478, 909]
ad-subtitle: YOUR SCHOOL OUTFIT IS READY! bbox=[1388, 1147, 1567, 1159]
ad-body: 520 ACRES. With 65 cows and milking plant driven by water power. 450 Acres are flat, 70 acres hilly, 40 acres still in bush, 40 acres have been stumped and ploughed; good and wire fences. Will winter 70 dairy cows, 800 hoggets, and 70 yearling steers. Five-roomed house, also 2-roomed whare; 8-bail cowshed. An excellent opportunity for two young men. Situated in a good district, handy to everywhere, and near to tar sealed road. The property should be cheap at £35 per acre. Further particulars from— bbox=[1595, 483, 1803, 640]
advertisement bbox=[1153, 501, 1361, 778]
advertisement bbox=[933, 617, 1140, 776]
advertisement bbox=[1374, 1113, 1581, 1299]
advertisement bbox=[933, 963, 1140, 1114]
ad-subtitle: TWO PEDIGREE JERSEY BULLS. bbox=[733, 737, 898, 749]
advertisement bbox=[1374, 320, 1581, 547]
